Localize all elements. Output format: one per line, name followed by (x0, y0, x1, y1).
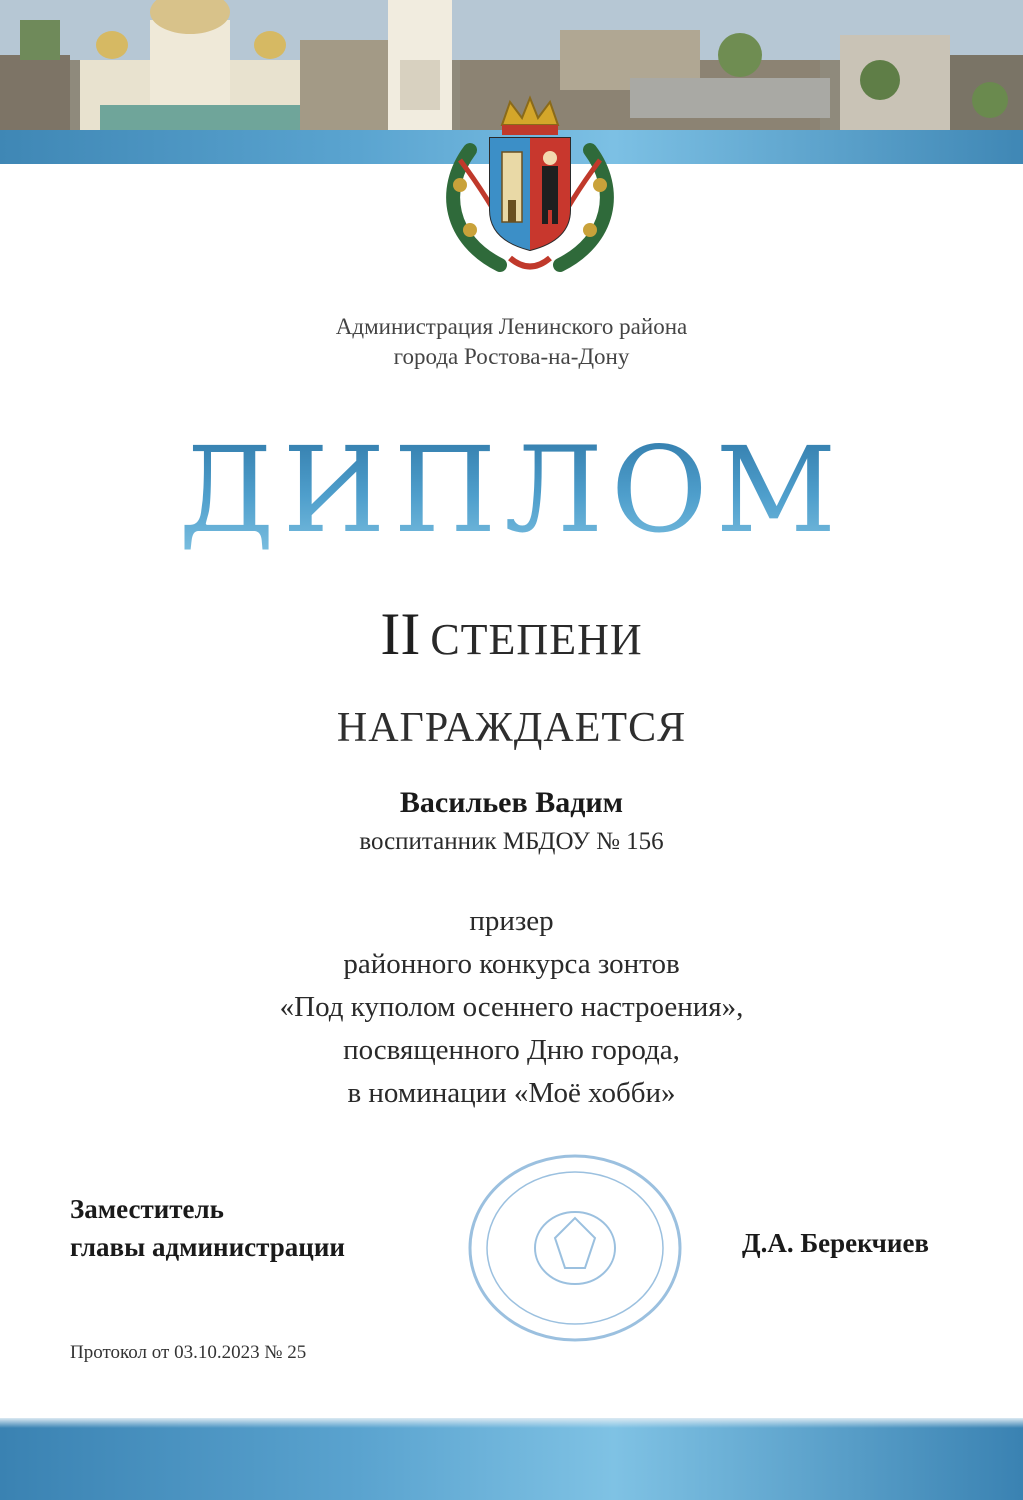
reason-line-1: призер (469, 905, 554, 937)
signer-position (70, 1190, 345, 1266)
recipient-name: Васильев Вадим (399, 786, 624, 819)
degree-word: СТЕПЕНИ (430, 615, 643, 664)
reason-line-2: районного конкурса зонтов (343, 948, 680, 980)
degree-heading (0, 600, 1023, 670)
administration-line-1: Администрация Ленинского района (335, 314, 688, 339)
reason-line-5: в номинации «Моё хобби» (347, 1077, 676, 1109)
signer-name: Д.А. Берекчиев (742, 1228, 930, 1258)
administration-line-2: города Ростова-на-Дону (393, 344, 630, 369)
official-stamp-icon (460, 1148, 690, 1348)
signer-position-line-1: Заместитель (70, 1194, 224, 1224)
recipient-description: воспитанник МБДОУ № 156 (359, 828, 664, 855)
diploma-title: ДИПЛОМ (0, 425, 1023, 555)
reason-line-4: посвященного Дню города, (343, 1034, 680, 1066)
coat-of-arms-icon (430, 90, 630, 290)
awarded-heading: НАГРАЖДАЕТСЯ (336, 705, 687, 751)
award-reason (0, 900, 1023, 1115)
reason-line-3: «Под куполом осеннего настроения», (279, 991, 744, 1023)
administration-name (0, 312, 1023, 372)
signer-position-line-2: главы администрации (70, 1232, 345, 1262)
degree-numeral: II (380, 601, 421, 667)
protocol-reference: Протокол от 03.10.2023 № 25 (70, 1342, 307, 1363)
bottom-blue-band (0, 1418, 1023, 1500)
